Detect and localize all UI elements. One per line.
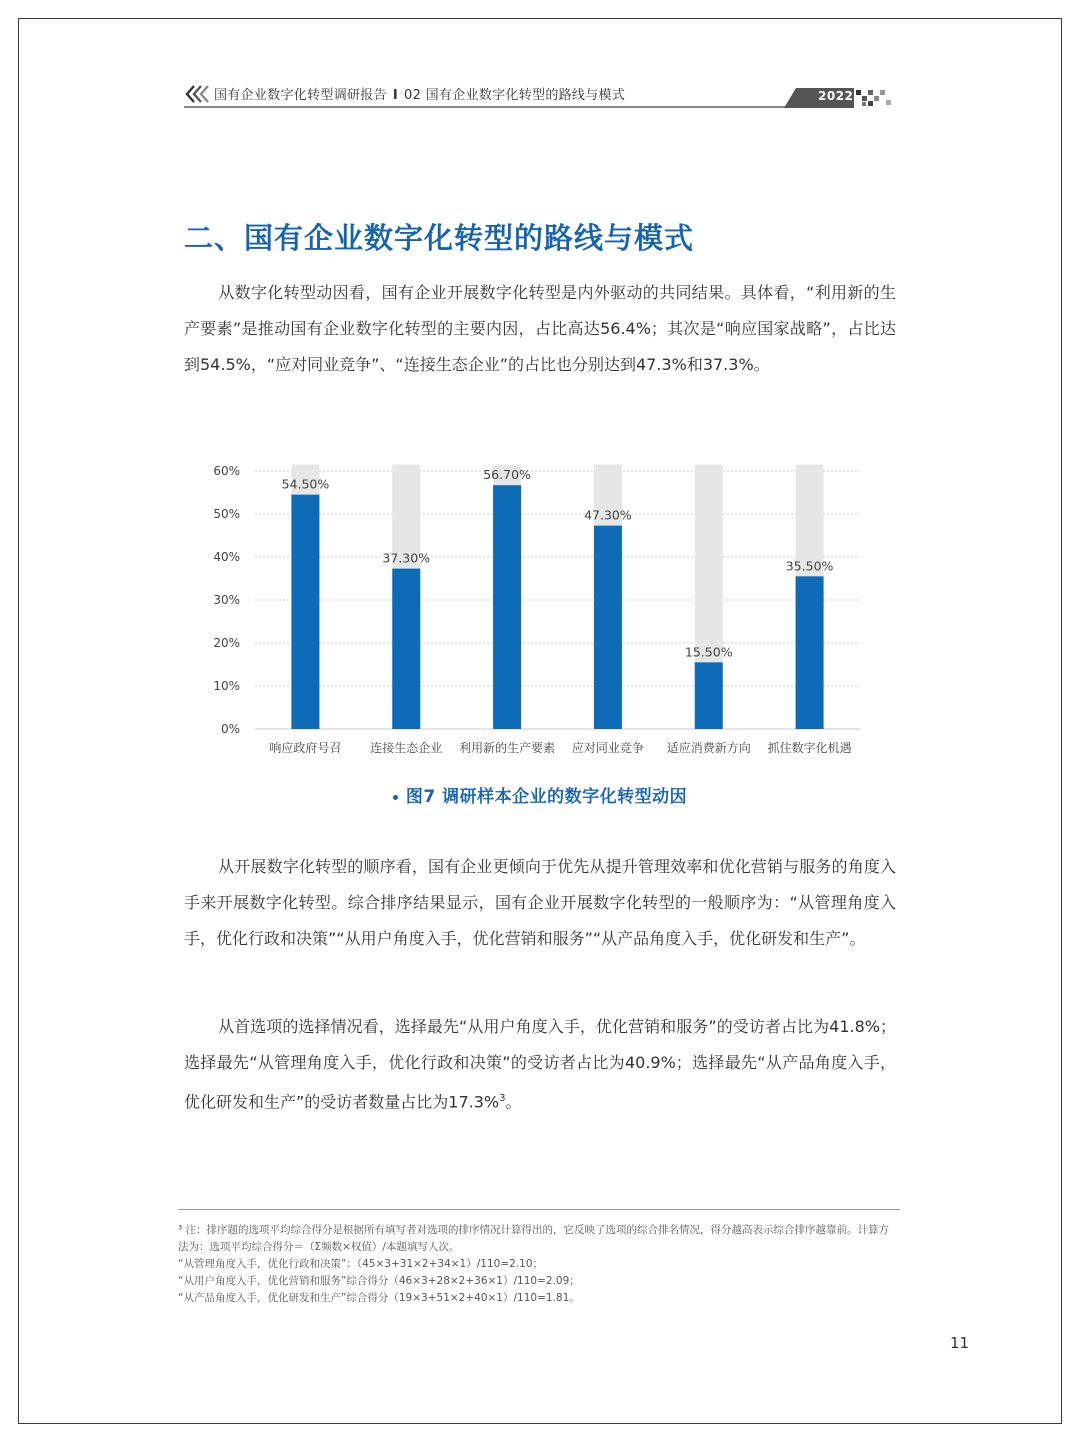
footnote-rule [178,1209,900,1210]
chart-caption [0,782,1080,807]
bar [594,526,622,729]
data-label: 15.50% [684,644,733,660]
header-title [214,84,625,103]
x-tick-label: 适应消费新方向 [666,741,751,755]
data-label: 37.30% [382,550,431,566]
y-tick-label: 10% [213,679,240,693]
header-rule [184,106,804,108]
paragraph-3 [184,1009,896,1120]
page-title: 二、国有企业数字化转型的路线与模式 [184,221,695,255]
chart-caption-text: 图7 调研样本企业的数字化转型动因 [405,787,688,807]
bar [796,576,824,729]
footnote [178,1222,898,1307]
y-tick-label: 50% [213,507,240,521]
data-label: 54.50% [281,476,330,492]
paragraph-1 [184,275,896,383]
page-header [184,82,896,108]
paragraph-2-text: 从开展数字化转型的顺序看，国有企业更倾向于优先从提升管理效率和优化营销与服务的角度入手来开展数字化转型。综合排序结果显示，国有企业开展数字化转型的一般顺序为：“从管理角度入手，优化行政和决策”“从用户角度入手，优化营销和服务”“从产品角度入手，优化研发和生产”。 [184,857,896,948]
y-tick-label: 60% [213,464,240,478]
footnote-line: ³ 注：排序题的选项平均综合得分是根据所有填写者对选项的排序情况计算得出的，它反映了选项的综合排名情况，得分越高表示综合排序越靠前。计算方法为：选项平均综合得分＝（Σ频数×权值）/本题填写人次。 [178,1224,890,1253]
header-report-title: 国有企业数字化转型调研报告 [214,88,387,103]
chevron-logo-icon [184,84,210,104]
footnote-line: “从产品角度入手，优化研发和生产”综合得分（19×3+51×2+40×1）/110=1.81。 [178,1292,580,1304]
paragraph-3-end: 。 [505,1092,522,1112]
x-tick-label: 利用新的生产要素 [459,741,556,755]
caption-bullet-icon [393,795,398,800]
data-label: 47.30% [584,507,632,523]
data-label: 35.50% [785,558,834,574]
bar [291,495,319,729]
x-tick-label: 抓住数字化机遇 [767,741,852,755]
footnote-line: “从用户角度入手，优化营销和服务”综合得分（46×3+28×2+36×1）/110=2.09； [178,1275,580,1287]
y-tick-label: 40% [213,550,240,564]
data-label: 56.70% [483,467,531,483]
y-tick-label: 20% [213,636,240,650]
y-tick-label: 0% [220,722,240,736]
x-tick-label: 响应政府号召 [269,741,342,755]
header-section: 02 国有企业数字化转型的路线与模式 [404,88,626,103]
footnote-line: “从管理角度入手，优化行政和决策”：（45×3+31×2+34×1）/110=2.10； [178,1258,543,1270]
x-tick-label: 应对同业竞争 [571,741,644,755]
bar [695,662,723,729]
header-year: 2022 [818,89,854,103]
x-tick-label: 连接生态企业 [370,741,443,755]
header-separator: I [392,88,399,103]
paragraph-3-text: 从首选项的选择情况看，选择最先“从用户角度入手，优化营销和服务”的受访者占比为41.8%；选择最先“从管理角度入手，优化行政和决策”的受访者占比为40.9%；选择最先“从产品角度入手，优化研发和生产”的受访者数量占比为17.3% [184,1017,896,1112]
page-number: 11 [950,1334,970,1352]
bar-chart [200,455,880,765]
bar [392,569,420,729]
bar [493,485,521,729]
paragraph-1-text: 从数字化转型动因看，国有企业开展数字化转型是内外驱动的共同结果。具体看，“利用新的生产要素”是推动国有企业数字化转型的主要内因，占比高达56.4%；其次是“响应国家战略”，占比达到54.5%，“应对同业竞争”、“连接生态企业”的占比也分别达到47.3%和37.3%。 [184,283,896,374]
footnote-ref: 3 [499,1093,506,1104]
bar-chart-svg [200,455,880,765]
y-tick-label: 30% [213,593,240,607]
paragraph-2 [184,849,896,957]
